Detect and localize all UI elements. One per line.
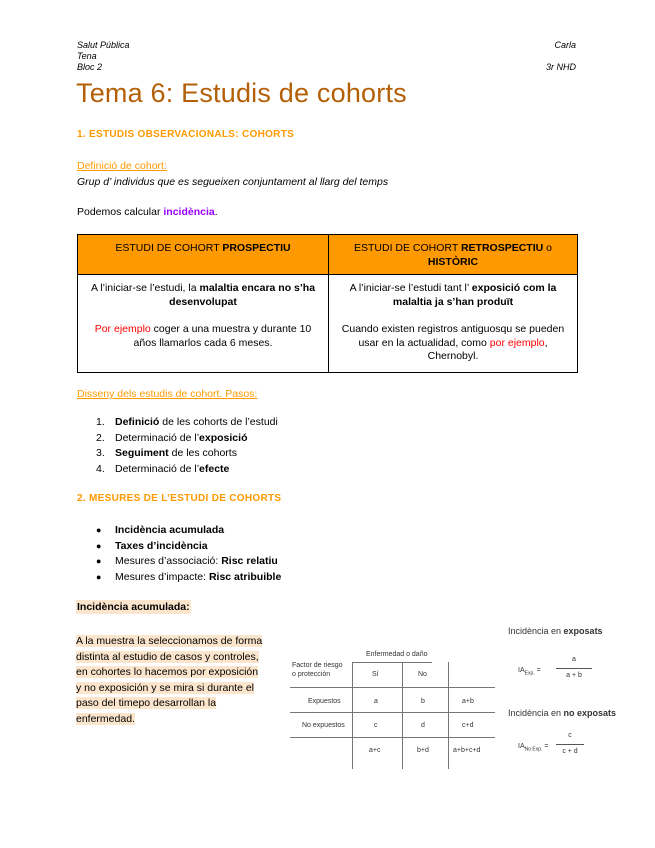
ia-text: IA (518, 667, 525, 674)
cell-a: a (374, 698, 378, 705)
formula-exposed-label (508, 626, 603, 636)
step-bold: Seguiment (115, 447, 169, 459)
factor-label (292, 661, 343, 679)
header-block: Bloc 2 (77, 62, 103, 72)
outcome-label: Enfermedad o daño (366, 651, 428, 658)
prospective-example-label: Por ejemplo (94, 323, 151, 335)
prospective-description (88, 282, 318, 309)
header-group: 3r NHD (545, 62, 576, 72)
step-text: Determinació de l’ (115, 462, 200, 475)
bullet-icon: ● (96, 540, 102, 551)
step-text: de les cohorts de l’estudi (159, 416, 278, 428)
ia-subscript: Exp. (524, 670, 535, 677)
list-item (96, 554, 281, 570)
factor-label-line2: o protección (292, 671, 331, 678)
incidence-prefix: Podemos calcular (77, 206, 164, 218)
cell-total: a+b+c+d (453, 747, 481, 754)
step-bold: efecte (199, 462, 230, 475)
design-steps-list (96, 415, 278, 477)
ia-subscript: No Exp. (524, 746, 543, 753)
list-item (96, 570, 281, 586)
formula-exposed-pre: Incidència en (508, 626, 564, 636)
header-retrospective (329, 235, 578, 275)
formula-exposed (508, 626, 628, 686)
equals-sign: = (536, 667, 541, 674)
header-historic-bold: HISTÒRIC (427, 256, 479, 268)
header-prospective-plain: ESTUDI DE COHORT (115, 242, 223, 254)
step-text: de les cohorts (168, 447, 237, 459)
step-number: 2. (96, 431, 105, 444)
cell-ab: a+b (462, 698, 474, 705)
equals-sign: = (544, 743, 549, 750)
formula-not-exposed-denominator: c + d (562, 748, 578, 755)
prospective-example (88, 323, 318, 350)
step-number: 1. (96, 416, 105, 428)
list-item (96, 462, 278, 478)
document-header-left (77, 40, 130, 73)
measure-bold: Risc atribuible (208, 570, 282, 583)
cumulative-incidence-text: A la muestra la seleccionamos de forma distinta al estudio de casos y controles, en cohortes lo hacemos por exposición y no exposición y se mira si durante el paso del timepo desarrollan la enfermedad. (76, 635, 263, 725)
prospective-desc-bold: malaltia encara no s’ha desenvolupat (169, 282, 316, 308)
header-retrospective-bold: RETROSPECTIU (460, 242, 544, 254)
list-item (96, 415, 278, 431)
definition-text: Grup d’ individus que es segueixen conjuntament al llarg del temps (77, 176, 389, 188)
header-author: Carla (554, 40, 576, 50)
formula-exposed-bold: exposats (563, 626, 603, 636)
formula-not-exposed-numerator: c (568, 732, 572, 739)
measure-text: Mesures d’associació: (115, 555, 222, 567)
cell-retrospective (329, 275, 578, 373)
cumulative-incidence-paragraph (76, 634, 266, 727)
measures-list (96, 523, 281, 585)
bullet-icon: ● (96, 525, 102, 535)
formula-exposed-numerator: a (572, 656, 576, 663)
retrospective-example (339, 323, 567, 364)
col-yes: Sí (372, 671, 379, 678)
section-heading-measures: 2. MESURES DE L’ESTUDI DE COHORTS (77, 493, 282, 504)
bullet-icon: ● (96, 571, 102, 582)
retrospective-description (339, 282, 567, 309)
step-bold: Definició (115, 416, 160, 428)
retrospective-example-label: por ejemplo (489, 336, 545, 349)
cell-d: d (421, 722, 425, 729)
cohort-comparison-table (77, 234, 578, 373)
definition-label: Definició de cohort: (77, 160, 167, 172)
table-header-row (78, 235, 578, 275)
row-exposed: Expuestos (308, 698, 341, 705)
cell-ac: a+c (369, 747, 381, 754)
prospective-example-text: coger a una muestra y durante 10 años llamarlos cada 6 meses. (133, 323, 312, 349)
formula-noexp-bold: no exposats (563, 708, 617, 718)
section-heading-cohorts: 1. ESTUDIS OBSERVACIONALS: COHORTS (77, 129, 295, 140)
incidence-suffix: . (214, 206, 218, 218)
list-item (96, 523, 281, 539)
header-retrospective-plain: ESTUDI DE COHORT (354, 242, 461, 254)
header-prospective (78, 235, 329, 275)
header-topic: Tena (77, 51, 97, 61)
step-bold: exposició (199, 431, 248, 444)
retrospective-desc-plain: A l’iniciar-se l’estudi tant l’ (349, 282, 472, 294)
cell-cd: c+d (462, 722, 474, 729)
factor-label-line1: Factor de riesgo (292, 662, 343, 669)
retrospective-desc-bold: exposició com la malaltia ja s’han produït (392, 282, 557, 308)
formula-noexp-pre: Incidència en (508, 708, 564, 718)
formula-exposed-denominator: a + b (566, 672, 582, 679)
cell-b: b (421, 698, 425, 705)
contingency-table (290, 647, 498, 772)
table-body-row (78, 275, 578, 373)
incidence-highlight: incidència (163, 206, 215, 218)
bullet-icon: ● (96, 556, 102, 566)
retrospective-example-end: , Chernobyl. (427, 336, 548, 362)
cell-c: c (374, 722, 378, 729)
formula-not-exposed (508, 708, 628, 768)
document-header-right (546, 40, 576, 73)
measure-bold: Taxes d’incidència (115, 539, 208, 552)
step-text: Determinació de l’ (115, 431, 200, 444)
formula-not-exposed-label (508, 708, 616, 718)
incidence-sentence (77, 206, 218, 218)
header-prospective-bold: PROSPECTIU (222, 242, 291, 254)
header-retrospective-or: o (543, 242, 552, 254)
prospective-desc-plain: A l’iniciar-se l’estudi, la (90, 282, 200, 294)
ia-text: IA (518, 743, 525, 750)
list-item (96, 446, 278, 462)
measure-bold: Incidència acumulada (115, 524, 225, 536)
list-item (96, 431, 278, 447)
measure-bold: Risc relatiu (221, 555, 278, 567)
row-not-exposed: No expuestos (302, 722, 345, 729)
formula-exposed-ia (518, 667, 541, 676)
cell-prospective (78, 275, 329, 373)
formula-not-exposed-ia (518, 743, 548, 752)
header-subject: Salut Pública (77, 40, 130, 50)
step-number: 4. (96, 462, 105, 475)
col-no: No (418, 671, 427, 678)
list-item (96, 539, 281, 555)
measure-text: Mesures d’impacte: (115, 570, 209, 583)
page-title: Tema 6: Estudis de cohorts (76, 78, 407, 108)
cumulative-incidence-subheading: Incidència acumulada: (77, 601, 190, 613)
cell-bd: b+d (417, 747, 429, 754)
step-number: 3. (96, 447, 105, 459)
retrospective-example-text: Cuando existen registros antiguosqu se pueden usar en la actualidad, como (341, 323, 565, 349)
design-steps-label: Disseny dels estudis de cohort. Pasos: (77, 388, 258, 400)
